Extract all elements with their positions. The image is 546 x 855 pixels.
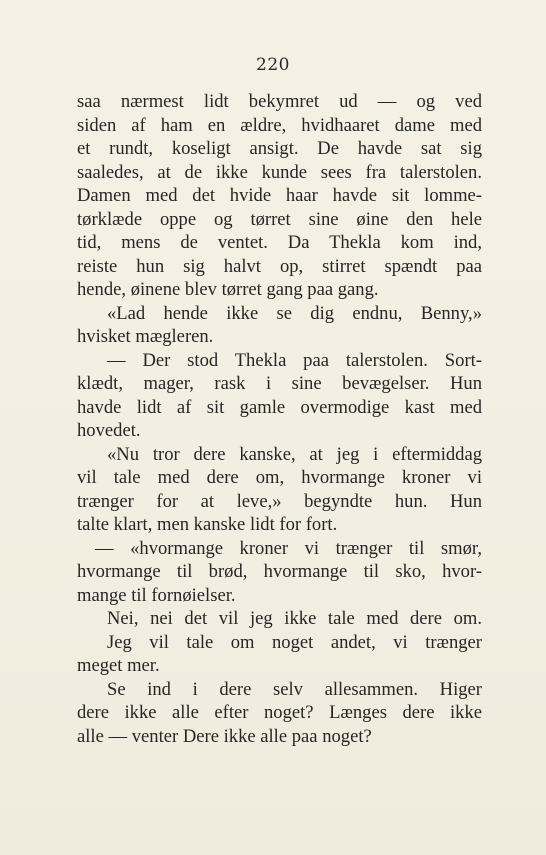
text-line: tid, mens de ventet. Da Thekla kom ind, [77, 232, 482, 253]
text-line: — «hvormange kroner vi trænger til smør, [95, 537, 482, 559]
text-line: hovedet. [77, 420, 141, 441]
text-line: mange til fornøielser. [77, 584, 236, 606]
text-line: Jeg vil tale om noget andet, vi trænger [107, 631, 482, 653]
text-line: «Lad hende ikke se dig endnu, Benny,» [107, 302, 482, 324]
text-line: tørklæde oppe og tørret sine øine den hele [77, 208, 482, 230]
text-line: hvormange til brød, hvormange til sko, hvor- [77, 561, 482, 582]
text-line: Se ind i dere selv allesammen. Higer [107, 678, 482, 700]
text-line: «Nu tror dere kanske, at jeg i eftermiddag [107, 443, 482, 465]
text-line: meget mer. [77, 655, 160, 676]
text-line: dere ikke alle efter noget? Længes dere ikke [77, 702, 482, 723]
text-line: hvisket mægleren. [77, 326, 214, 347]
body-text [77, 90, 482, 748]
text-line: klædt, mager, rask i sine bevægelser. Hun [77, 373, 482, 394]
text-line: talte klart, men kanske lidt for fort. [77, 514, 338, 535]
text-line: alle — venter Dere ikke alle paa noget? [77, 725, 372, 747]
text-line: siden af ham en ældre, hvidhaaret dame med [77, 114, 482, 136]
text-line: — Der stod Thekla paa talerstolen. Sort- [107, 349, 482, 371]
text-line: havde lidt af sit gamle overmodige kast med [77, 396, 482, 418]
text-line: reiste hun sig halvt op, stirret spændt paa [77, 255, 482, 277]
text-line: Damen med det hvide haar havde sit lomme- [77, 185, 482, 206]
page-number: 220 [256, 55, 290, 75]
text-line: saaledes, at de ikke kunde sees fra talerstolen. [77, 161, 482, 183]
text-line: Nei, nei det vil jeg ikke tale med dere om. [107, 608, 482, 629]
text-line: vil tale med dere om, hvormange kroner vi [77, 467, 482, 488]
text-line: et rundt, koseligt ansigt. De havde sat sig [77, 138, 482, 159]
text-line: saa nærmest lidt bekymret ud — og ved [77, 91, 482, 112]
text-line: trænger for at leve,» begyndte hun. Hun [77, 490, 482, 512]
text-line: hende, øinene blev tørret gang paa gang. [77, 279, 379, 300]
